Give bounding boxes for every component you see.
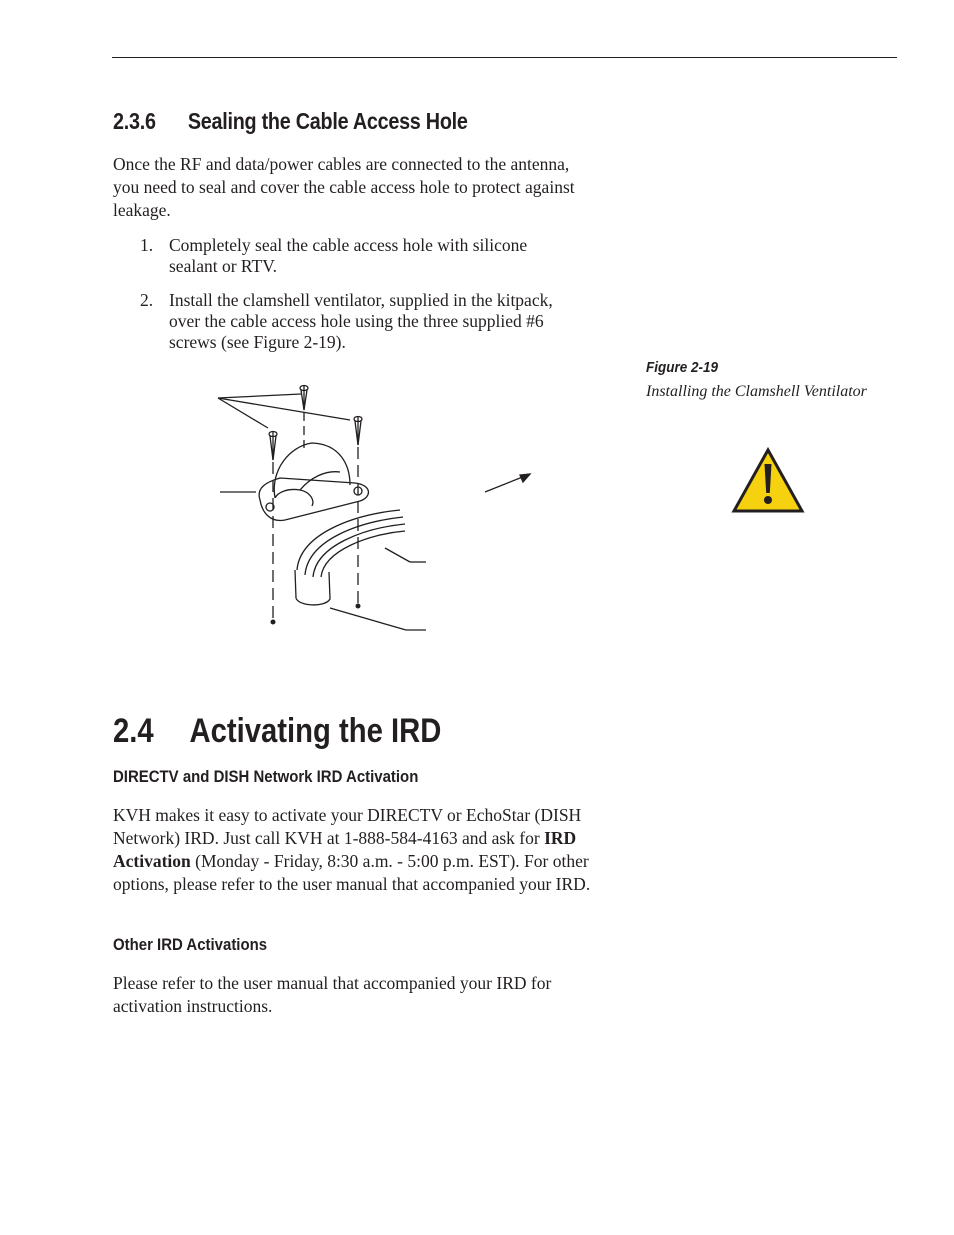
- section-number: 2.3.6: [113, 108, 156, 134]
- activation-text-b: (Monday - Friday, 8:30 a.m. - 5:00 p.m. EST). For other options, please refer to the user manual that accompanied your IRD.: [113, 851, 591, 894]
- step-text: Install the clamshell ventilator, supplied in the kitpack, over the cable access hole using the three supplied #6 screws (see Figure 2-19).: [169, 290, 553, 352]
- directv-dish-subheading: DIRECTV and DISH Network IRD Activation: [113, 767, 419, 786]
- activation-paragraph: [113, 804, 613, 896]
- section-2-3-6-heading: [113, 108, 468, 135]
- section-2-4-heading: [113, 712, 441, 751]
- step-text: Completely seal the cable access hole with silicone sealant or RTV.: [169, 235, 528, 276]
- sealing-intro-paragraph: Once the RF and data/power cables are connected to the antenna, you need to seal and cover the cable access hole to protect against leakage.: [113, 154, 575, 220]
- step-number: 2.: [140, 290, 154, 310]
- section-title: Sealing the Cable Access Hole: [187, 108, 468, 134]
- section-number: 2.4: [113, 712, 154, 750]
- section-title: Activating the IRD: [189, 712, 442, 750]
- figure-label: Figure 2-19: [646, 359, 719, 376]
- ird-activation-bold: IRD Activation: [113, 828, 577, 871]
- other-ird-subheading: Other IRD Activations: [113, 935, 268, 954]
- other-activation-paragraph: Please refer to the user manual that accompanied your IRD for activation instructions.: [113, 973, 552, 1016]
- activation-text-a: KVH makes it easy to activate your DIRECTV or EchoStar (DISH Network) IRD. Just call KVH at 1-888-584-4163 and ask for: [113, 805, 582, 848]
- warning-triangle-icon: [731, 447, 805, 513]
- header-rule: [112, 57, 897, 58]
- step-number: 1.: [140, 235, 154, 255]
- clamshell-ventilator-illustration: [200, 370, 540, 640]
- figure-caption: Installing the Clamshell Ventilator: [646, 383, 867, 400]
